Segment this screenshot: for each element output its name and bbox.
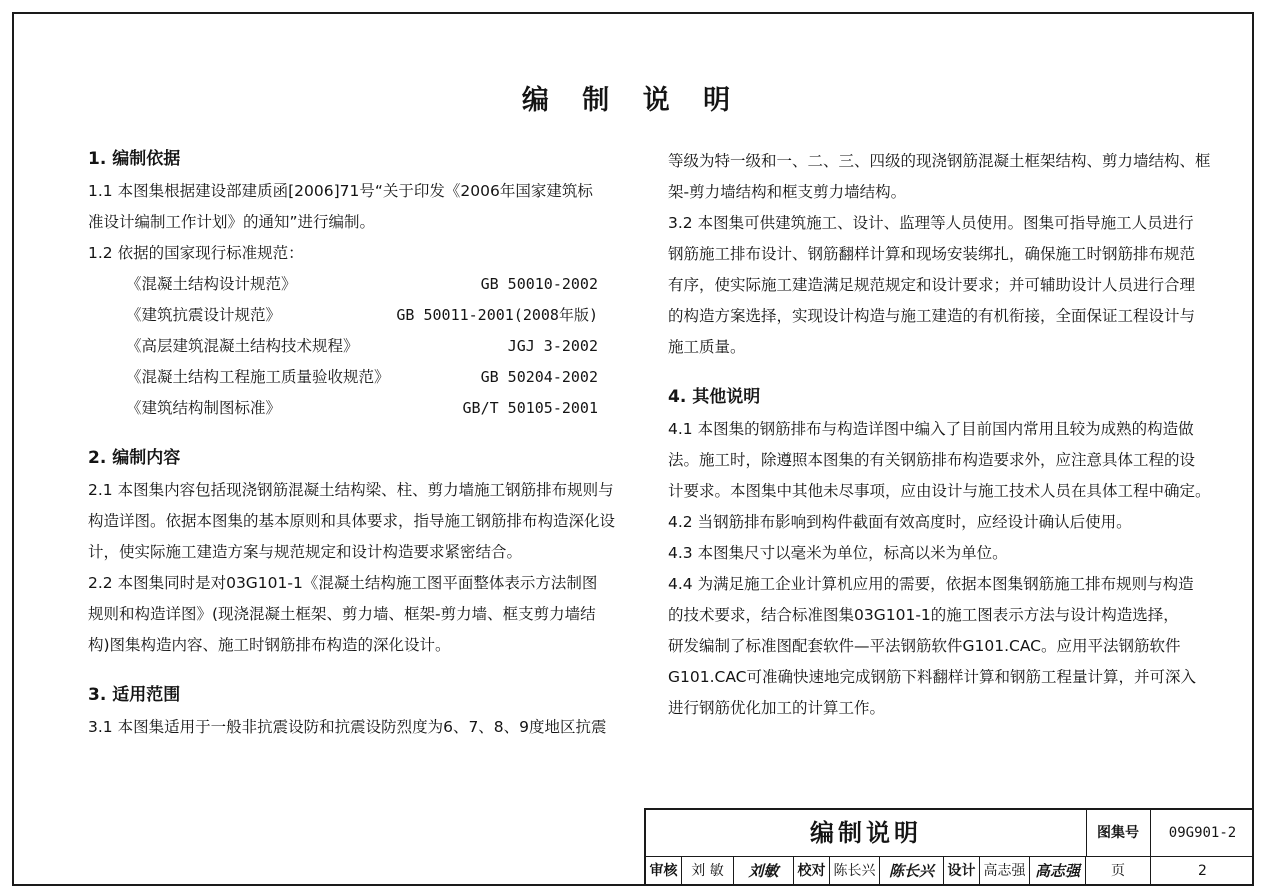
standard-row xyxy=(88,362,618,393)
standard-name: 《建筑抗震设计规范》 xyxy=(126,306,282,324)
design-label: 设计 xyxy=(944,857,980,886)
text-line: 3.1 本图集适用于一般非抗震设防和抗震设防烈度为6、7、8、9度地区抗震 xyxy=(88,718,607,736)
section-1-heading: 1. 编制依据 xyxy=(88,149,181,169)
text-line: 施工质量。 xyxy=(668,338,746,356)
designer-name: 高志强 xyxy=(980,857,1030,886)
right-column xyxy=(668,146,1211,724)
text-line: 4.2 当钢筋排布影响到构件截面有效高度时，应经设计确认后使用。 xyxy=(668,513,1132,531)
page-number: 2 xyxy=(1198,863,1207,879)
review-label: 审核 xyxy=(646,857,682,886)
standard-name: 《混凝土结构工程施工质量验收规范》 xyxy=(126,368,390,386)
text-line: G101.CAC可准确快速地完成钢筋下料翻样计算和钢筋工程量计算，并可深入 xyxy=(668,668,1197,686)
standard-code: JGJ 3-2002 xyxy=(507,337,598,355)
text-line: 4.4 为满足施工企业计算机应用的需要，依据本图集钢筋施工排布规则与构造 xyxy=(668,575,1194,593)
text-line: 有序，使实际施工建造满足规范规定和设计要求；并可辅助设计人员进行合理 xyxy=(668,276,1196,294)
standard-row xyxy=(88,393,618,424)
standard-name: 《混凝土结构设计规范》 xyxy=(126,275,297,293)
text-line: 等级为特一级和一、二、三、四级的现浇钢筋混凝土框架结构、剪力墙结构、框 xyxy=(668,152,1211,170)
text-line: 法。施工时，除遵照本图集的有关钢筋排布构造要求外，应注意具体工程的设 xyxy=(668,451,1196,469)
text-line: 计，使实际施工建造方案与规范规定和设计构造要求紧密结合。 xyxy=(88,543,523,561)
standard-code: GB 50011-2001(2008年版) xyxy=(396,306,598,324)
section-4-heading: 4. 其他说明 xyxy=(668,387,761,407)
text-line: 计要求。本图集中其他未尽事项，应由设计与施工技术人员在具体工程中确定。 xyxy=(668,482,1211,500)
check-label: 校对 xyxy=(794,857,830,886)
text-line: 规则和构造详图》(现浇混凝土框架、剪力墙、框架-剪力墙、框支剪力墙结 xyxy=(88,605,596,623)
standard-name: 《高层建筑混凝土结构技术规程》 xyxy=(126,337,359,355)
reviewer-signature: 刘敏 xyxy=(734,857,794,886)
page-title: 编 制 说 明 xyxy=(521,85,743,116)
designer-signature: 高志强 xyxy=(1030,857,1086,886)
standard-row xyxy=(88,300,618,331)
page-label: 页 xyxy=(1086,857,1151,886)
text-line: 进行钢筋优化加工的计算工作。 xyxy=(668,699,886,717)
atlas-number-label: 图集号 xyxy=(1086,810,1151,856)
atlas-number: 09G901-2 xyxy=(1168,825,1237,841)
standard-code: GB 50204-2002 xyxy=(480,368,598,386)
text-line: 构造详图。依据本图集的基本原则和具体要求，指导施工钢筋排布构造深化设 xyxy=(88,512,616,530)
text-line: 构)图集构造内容、施工时钢筋排布构造的深化设计。 xyxy=(88,636,451,654)
standard-row xyxy=(88,269,618,300)
reviewer-name: 刘 敏 xyxy=(682,857,734,886)
text-line: 架-剪力墙结构和框支剪力墙结构。 xyxy=(668,183,907,201)
section-2-heading: 2. 编制内容 xyxy=(88,448,181,468)
text-line: 准设计编制工作计划》的通知”进行编制。 xyxy=(88,213,376,231)
text-line: 的技术要求，结合标准图集03G101-1的施工图表示方法与设计构造选择， xyxy=(668,606,1179,624)
text-line: 2.2 本图集同时是对03G101-1《混凝土结构施工图平面整体表示方法制图 xyxy=(88,574,598,592)
left-column xyxy=(88,143,618,743)
standard-row xyxy=(88,331,618,362)
text-line: 3.2 本图集可供建筑施工、设计、监理等人员使用。图集可指导施工人员进行 xyxy=(668,214,1194,232)
text-line: 研发编制了标准图配套软件—平法钢筋软件G101.CAC。应用平法钢筋软件 xyxy=(668,637,1181,655)
text-line: 2.1 本图集内容包括现浇钢筋混凝土结构梁、柱、剪力墙施工钢筋排布规则与 xyxy=(88,481,614,499)
text-line: 4.1 本图集的钢筋排布与构造详图中编入了目前国内常用且较为成熟的构造做 xyxy=(668,420,1194,438)
text-line: 1.2 依据的国家现行标准规范： xyxy=(88,244,304,262)
checker-signature: 陈长兴 xyxy=(880,857,944,886)
text-line: 钢筋施工排布设计、钢筋翻样计算和现场安装绑扎，确保施工时钢筋排布规范 xyxy=(668,245,1196,263)
standard-code: GB 50010-2002 xyxy=(480,275,598,293)
text-line: 4.3 本图集尺寸以毫米为单位，标高以米为单位。 xyxy=(668,544,1008,562)
standard-name: 《建筑结构制图标准》 xyxy=(126,399,282,417)
text-line: 的构造方案选择，实现设计构造与施工建造的有机衔接，全面保证工程设计与 xyxy=(668,307,1196,325)
title-block xyxy=(644,808,1254,886)
checker-name: 陈长兴 xyxy=(830,857,880,886)
title-block-title: 编制说明 xyxy=(646,810,1087,856)
section-3-heading: 3. 适用范围 xyxy=(88,685,181,705)
standard-code: GB/T 50105-2001 xyxy=(462,399,598,417)
text-line: 1.1 本图集根据建设部建质函[2006]71号“关于印发《2006年国家建筑标 xyxy=(88,182,593,200)
